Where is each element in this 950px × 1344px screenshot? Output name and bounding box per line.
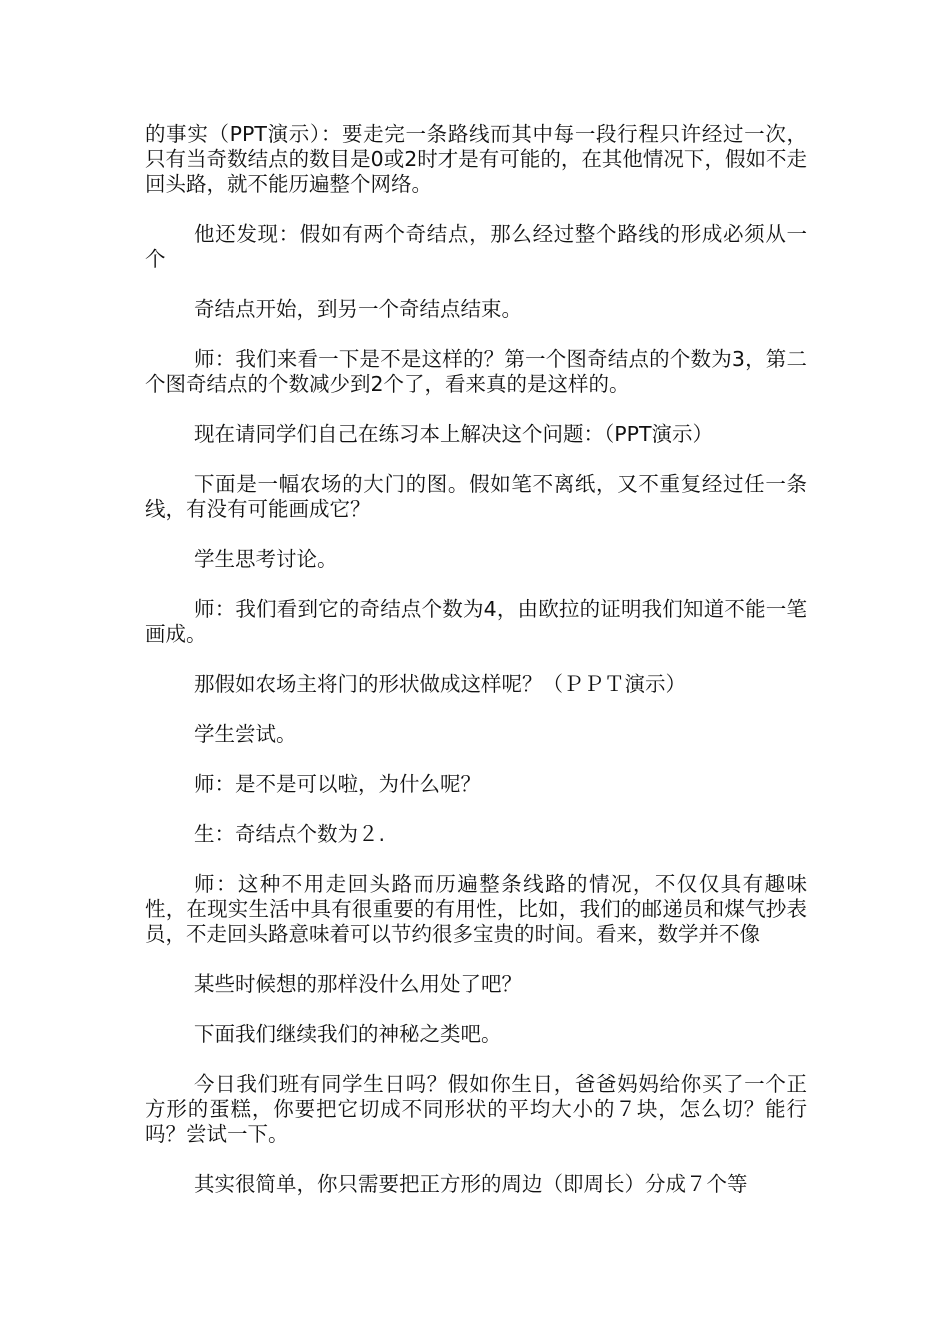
paragraph-1: 的事实（PPT演示）：要走完一条路线而其中每一段行程只许经过一次，只有当奇数结点的数目是0或2时才是有可能的，在其他情况下，假如不走回头路，就不能历遍整个网络。 bbox=[145, 122, 807, 196]
paragraph-6: 下面是一幅农场的大门的图。假如笔不离纸，又不重复经过任一条线，有没有可能画成它？ bbox=[145, 472, 807, 521]
paragraph-7: 学生思考讨论。 bbox=[194, 547, 338, 571]
paragraph-15: 下面我们继续我们的神秘之类吧。 bbox=[194, 1022, 502, 1046]
paragraph-14: 某些时候想的那样没什么用处了吧？ bbox=[194, 972, 522, 996]
paragraph-13: 师：这种不用走回头路而历遍整条线路的情况，不仅仅具有趣味性，在现实生活中具有很重要的有用性，比如，我们的邮递员和煤气抄表员，不走回头路意味着可以节约很多宝贵的时间。看来，数学并不像 bbox=[145, 872, 807, 946]
paragraph-2: 他还发现：假如有两个奇结点，那么经过整个路线的形成必须从一个 bbox=[145, 222, 807, 271]
paragraph-4: 师：我们来看一下是不是这样的？第一个图奇结点的个数为3，第二个图奇结点的个数减少到2个了，看来真的是这样的。 bbox=[145, 347, 807, 396]
paragraph-5: 现在请同学们自己在练习本上解决这个问题：（PPT演示） bbox=[194, 422, 713, 446]
paragraph-17: 其实很简单，你只需要把正方形的周边（即周长）分成７个等 bbox=[194, 1172, 748, 1196]
paragraph-12: 生：奇结点个数为２. bbox=[194, 822, 386, 846]
paragraph-16: 今日我们班有同学生日吗？假如你生日，爸爸妈妈给你买了一个正方形的蛋糕，你要把它切成不同形状的平均大小的７块，怎么切？能行吗？尝试一下。 bbox=[145, 1072, 807, 1146]
paragraph-3: 奇结点开始，到另一个奇结点结束。 bbox=[194, 297, 522, 321]
paragraph-11: 师：是不是可以啦，为什么呢？ bbox=[194, 772, 481, 796]
paragraph-9: 那假如农场主将门的形状做成这样呢？（ＰＰＴ演示） bbox=[194, 672, 686, 696]
document-body bbox=[145, 122, 807, 1222]
paragraph-8: 师：我们看到它的奇结点个数为4，由欧拉的证明我们知道不能一笔画成。 bbox=[145, 597, 807, 646]
paragraph-10: 学生尝试。 bbox=[194, 722, 297, 746]
